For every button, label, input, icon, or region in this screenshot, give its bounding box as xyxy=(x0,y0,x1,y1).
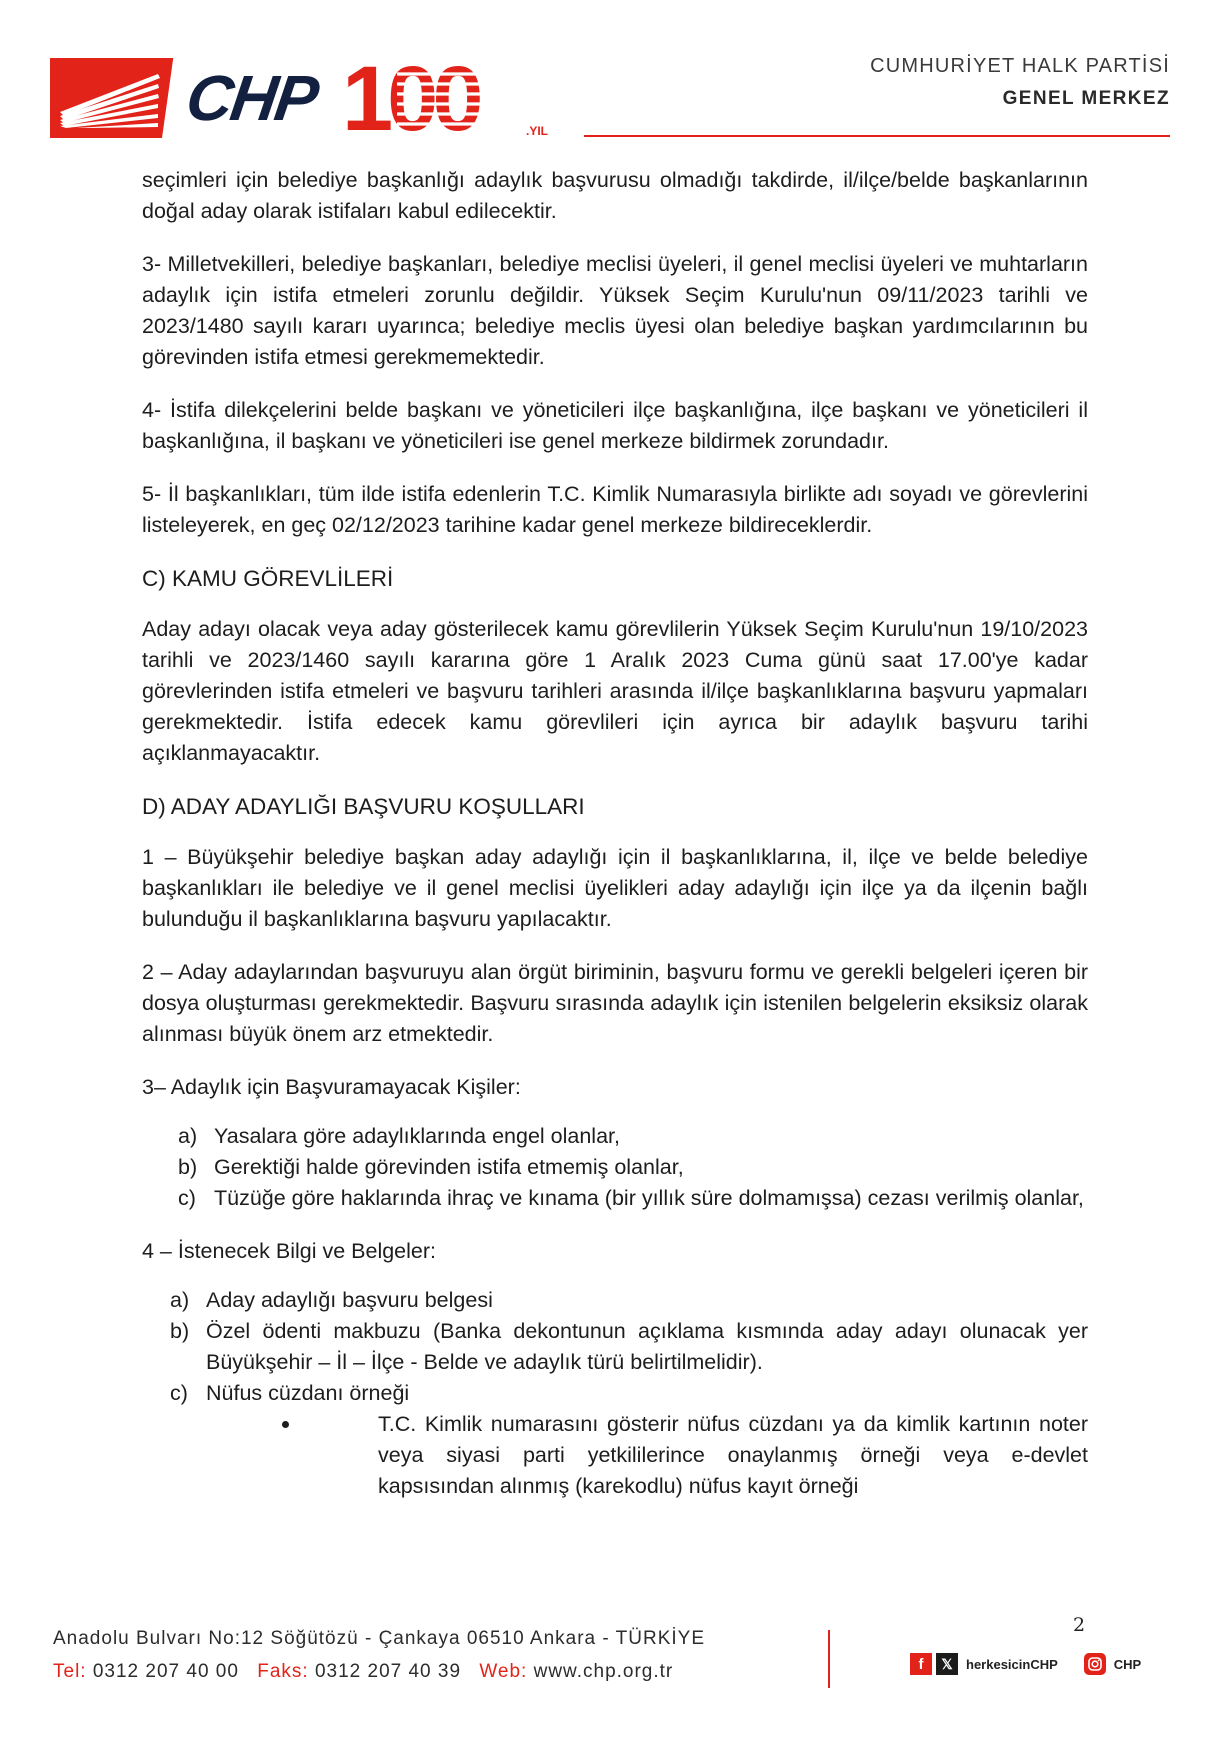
instagram-handle[interactable]: CHP xyxy=(1113,1656,1142,1672)
list-item xyxy=(142,1378,1088,1502)
list-marker: a) xyxy=(178,1124,198,1148)
list-marker: c) xyxy=(170,1381,188,1405)
list-item-text: Gerektiği halde görevinden istifa etmemiş olanlar, xyxy=(214,1155,684,1179)
list-item xyxy=(142,1152,1088,1183)
heading-kamu-gorevlileri: C) KAMU GÖREVLİLERİ xyxy=(142,566,394,591)
tel-label: Tel: xyxy=(53,1661,87,1682)
instagram-icon[interactable] xyxy=(1084,1653,1106,1675)
paragraph-5: 5- İl başkanlıkları, tüm ilde istifa edenlerin T.C. Kimlik Numarasıyla birlikte adı soyadı ve görevlerini listeleyerek, en geç 02/12/2023 tarihine kadar genel merkeze bildireceklerdir. xyxy=(142,482,1088,537)
fax-label: Faks: xyxy=(257,1661,309,1682)
header-divider xyxy=(584,135,1170,137)
paragraph-4: 4- İstifa dilekçelerini belde başkanı ve yöneticileri ilçe başkanlığına, ilçe başkanı ve yöneticileri il başkanlığına, il başkanı ve yöneticileri ise genel merkeze bildirmek zorundadır. xyxy=(142,398,1088,453)
footer-address: Anadolu Bulvarı No:12 Söğütözü - Çankaya 06510 Ankara - TÜRKİYE xyxy=(53,1628,705,1649)
list-item xyxy=(142,1121,1088,1152)
ineligible-list xyxy=(142,1121,1088,1214)
list-marker: b) xyxy=(170,1319,190,1343)
documents-title: 4 – İstenecek Bilgi ve Belgeler: xyxy=(142,1239,436,1263)
paragraph-3: 3- Milletvekilleri, belediye başkanları, belediye meclisi üyeleri, il genel meclisi üyeleri ve muhtarların adaylık için istifa etmeleri zorunlu değildir. Yüksek Seçim Kurulu'nun 09/11/2023 tarihli ve 2023/1480 sayılı kararı uyarınca; belediye meclis üyesi olan belediye başkan yardımcılarının bu görevinden istifa etmesi gerekmemektedir. xyxy=(142,252,1088,369)
paragraph-d1: 1 – Büyükşehir belediye başkan aday adaylığı için il başkanlıklarına, il, ilçe ve belde belediye başkanlıkları ile belediye ve il genel meclisi üyelikleri aday adaylığı için ilçe ya da ilçenin bağlı bulunduğu il başkanlıklarına başvuru yapılacaktır. xyxy=(142,845,1088,931)
list-marker: b) xyxy=(178,1155,198,1179)
documents-list xyxy=(142,1285,1088,1502)
bullet-item: T.C. Kimlik numarasını gösterir nüfus cüzdanı ya da kimlik kartının noter veya siyasi parti yetkililerince onaylanmış örneği veya e-devlet kapsısından alınmış (karekodlu) nüfus kayıt örneği xyxy=(314,1409,1088,1502)
footer-contacts xyxy=(53,1661,673,1683)
heading-aday-adayligi: D) ADAY ADAYLIĞI BAŞVURU KOŞULLARI xyxy=(142,794,585,819)
footer xyxy=(53,1614,1183,1698)
fax-number: 0312 207 40 39 xyxy=(314,1661,462,1682)
x-icon[interactable]: 𝕏 xyxy=(936,1653,958,1675)
web-link[interactable]: www.chp.org.tr xyxy=(533,1661,674,1682)
web-label: Web: xyxy=(479,1661,528,1682)
100-yil-emblem xyxy=(342,52,542,142)
tel-number[interactable]: 0312 207 40 00 xyxy=(92,1661,239,1682)
list-item-text: Tüzüğe göre haklarında ihraç ve kınama (bir yıllık süre dolmamışsa) cezası verilmiş olanlar, xyxy=(214,1186,1084,1210)
list-item-text: Özel ödenti makbuzu (Banka dekontunun açıklama kısmında aday adayı olunacak yer Büyükşehir – İl – İlçe - Belde ve adaylık türü belirtilmelidir). xyxy=(206,1319,1088,1374)
page-number: 2 xyxy=(1073,1614,1086,1636)
ineligible-title: 3– Adaylık için Başvuramayacak Kişiler: xyxy=(142,1075,521,1099)
bullet-list xyxy=(206,1409,1088,1502)
organization-header xyxy=(870,55,1170,110)
paragraph-kamu-gorevlileri: Aday adayı olacak veya aday gösterilecek kamu görevlilerin Yüksek Seçim Kurulu'nun 19/10/2023 tarihli ve 2023/1460 sayılı kararına göre 1 Aralık 2023 Cuma günü saat 17.00'ye kadar görevlerinden istifa etmeleri ve başvuru tarihleri arasında il/ilçe başkanlıklarına başvuru yapmaları gerekmektedir. İstifa edecek kamu görevlileri için ayrıca bir adaylık başvuru tarihi açıklanmayacaktır. xyxy=(142,617,1088,765)
list-item xyxy=(142,1316,1088,1378)
list-item xyxy=(142,1183,1088,1214)
list-marker: c) xyxy=(178,1186,196,1210)
list-item xyxy=(142,1285,1088,1316)
paragraph-continuation: seçimleri için belediye başkanlığı adaylık başvurusu olmadığı takdirde, il/ilçe/belde başkanlarının doğal aday olarak istifaları kabul edilecektir. xyxy=(142,168,1088,223)
list-marker: a) xyxy=(170,1288,190,1312)
footer-divider xyxy=(828,1630,830,1688)
yil-label: .YIL xyxy=(526,124,549,138)
facebook-icon[interactable]: f xyxy=(910,1653,932,1675)
document-body xyxy=(142,165,1088,1524)
list-item-text: Aday adaylığı başvuru belgesi xyxy=(206,1288,493,1312)
list-item-text: Nüfus cüzdanı örneği xyxy=(206,1381,410,1405)
social-handle[interactable]: herkesicinCHP xyxy=(966,1656,1058,1672)
organization-subtitle: GENEL MERKEZ xyxy=(1002,88,1170,109)
list-item-text: Yasalara göre adaylıklarında engel olanlar, xyxy=(214,1124,620,1148)
chp-logo-text: CHP xyxy=(162,58,330,138)
organization-name: CUMHURİYET HALK PARTİSİ xyxy=(870,55,1170,77)
chp-six-arrows-icon xyxy=(58,68,162,128)
chp-logo-badge xyxy=(50,58,330,138)
chp-100-logo xyxy=(50,52,560,142)
100-logo-text: 100 xyxy=(342,52,478,142)
social-links xyxy=(910,1652,1141,1676)
paragraph-d2: 2 – Aday adaylarından başvuruyu alan örgüt biriminin, başvuru formu ve gerekli belgeleri içeren bir dosya oluşturması gerekmektedir. Başvuru sırasında adaylık için istenilen belgelerin eksiksiz olarak alınması büyük önem arz etmektedir. xyxy=(142,960,1088,1046)
